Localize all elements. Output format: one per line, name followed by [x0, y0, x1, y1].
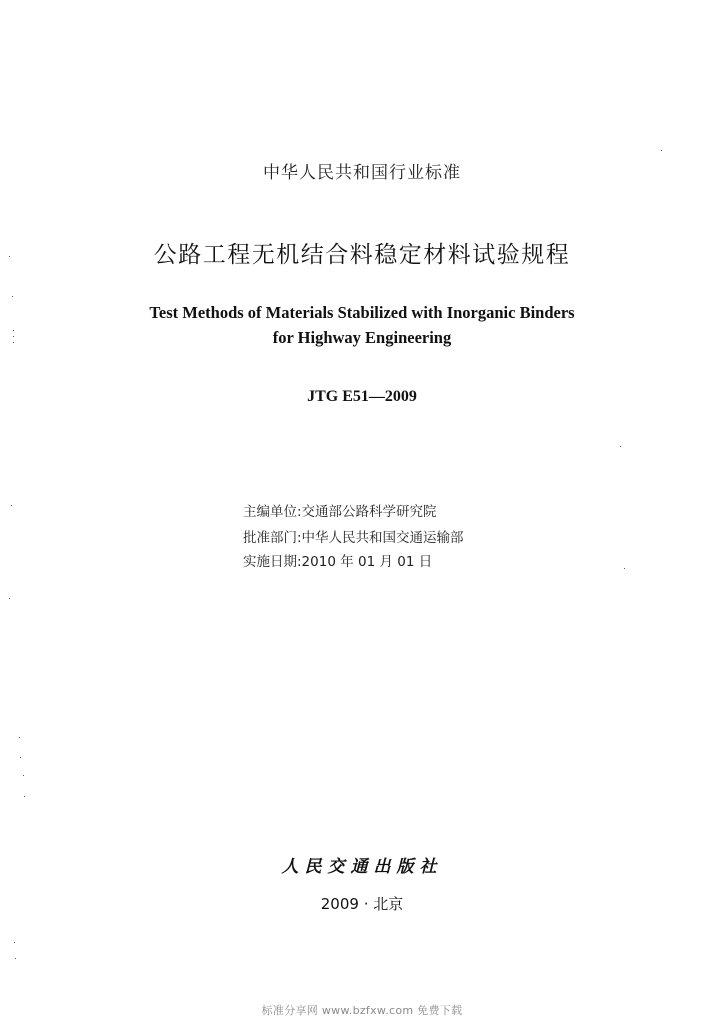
publisher-name: 人民交通出版社: [281, 857, 443, 877]
standard-code: JTG E51—2009: [307, 388, 417, 405]
scan-speck: [620, 446, 621, 447]
scan-speck: [9, 256, 10, 257]
english-title-line-2: for Highway Engineering: [272, 328, 452, 347]
effective-date: 实施日期:2010 年 01 月 01 日: [243, 554, 433, 570]
scan-speck: [12, 296, 13, 297]
scan-speck: [24, 796, 25, 797]
scan-speck: [13, 330, 14, 331]
publish-place-date: 2009 · 北京: [320, 895, 404, 913]
english-title-line-1: Test Methods of Materials Stabilized with Inorganic Binders: [149, 303, 575, 322]
editor-unit: 主编单位:交通部公路科学研究院: [243, 504, 437, 520]
scan-speck: [14, 942, 15, 943]
scan-speck: [661, 150, 662, 151]
scan-speck: [23, 775, 24, 776]
watermark-text: 标准分享网 www.bzfxw.com 免费下载: [261, 1004, 463, 1017]
scan-speck: [15, 958, 16, 959]
scan-speck: [9, 598, 10, 599]
standard-series-label: 中华人民共和国行业标准: [263, 163, 461, 183]
scan-speck: [19, 737, 20, 738]
scan-speck: [624, 568, 625, 569]
scan-speck: [13, 342, 14, 343]
scan-speck: [20, 757, 21, 758]
scan-speck: [13, 336, 14, 337]
scan-speck: [11, 505, 12, 506]
chinese-title: 公路工程无机结合料稳定材料试验规程: [153, 242, 571, 268]
approval-department: 批准部门:中华人民共和国交通运输部: [243, 530, 464, 546]
